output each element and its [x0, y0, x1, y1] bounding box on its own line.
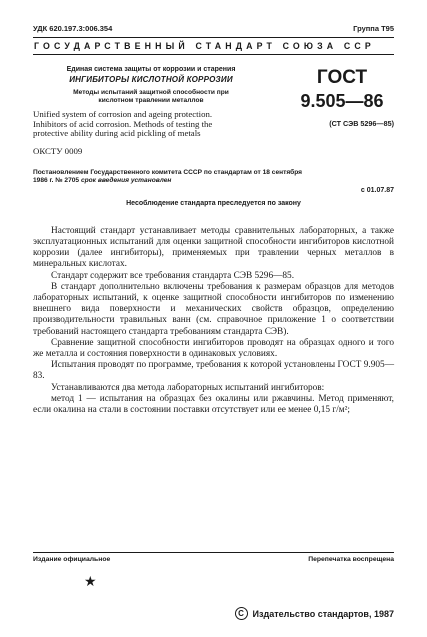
- paragraph: В стандарт дополнительно включены требования к размерам образцов для методов лабораторных испытаний, к оценке защитной способности ингибиторов по изменению внешнего вида поверхности и механических свойств образцов, определению производительности травильных ванн (см. справочное приложение 1 о соответствии требований настоящего стандарта требованиям стандарта СЭВ).: [33, 281, 394, 337]
- standard-title: ГОСУДАРСТВЕННЫЙ СТАНДАРТ СОЮЗА ССР: [34, 41, 375, 51]
- decree: [33, 169, 394, 186]
- paragraph: Настоящий стандарт устанавливает методы сравнительных лабораторных, а также эксплуатационных испытаний для оценки защитной способности ингибиторов кислотной коррозии (далее ингибиторы), применяемых при травлении черных металлов в минеральных кислотах.: [33, 225, 394, 270]
- decree-number: 1986 г. № 2705: [33, 177, 81, 185]
- paragraph: Испытания проводят по программе, требования к которой установлены ГОСТ 9.905—83.: [33, 360, 394, 382]
- document-title: ИНГИБИТОРЫ КИСЛОТНОЙ КОРРОЗИИ: [69, 75, 233, 84]
- top-row: [33, 24, 394, 33]
- gost-label: ГОСТ: [316, 67, 368, 88]
- official-edition: Издание официальное: [33, 556, 111, 563]
- udk-code: УДК 620.197.3:006.354: [33, 24, 113, 33]
- law-warning: Несоблюдение стандарта преследуется по закону: [126, 199, 301, 207]
- star-icon: ★: [84, 575, 97, 590]
- english-title: [33, 110, 269, 139]
- paragraph: Стандарт содержит все требования стандарта СЭВ 5296—85.: [51, 270, 295, 281]
- gost-number: 9.505—86: [300, 91, 384, 111]
- subtitle-line-2: кислотном травлении металлов: [98, 97, 204, 104]
- reprint-notice: Перепечатка воспрещена: [308, 556, 394, 563]
- english-line-2: Inhibitors of acid corrosion. Methods of testing the: [33, 118, 213, 129]
- copyright: [235, 607, 394, 620]
- header-left: [33, 60, 269, 156]
- header-right: [269, 60, 394, 156]
- paragraph: метод 1 — испытания на образцах без окалины или ржавчины. Метод применяют, если окалина на стали в состоянии поставки отсутствует или ее менее 0,15 г/м²;: [33, 393, 394, 416]
- copyright-text: Издательство стандартов, 1987: [252, 608, 394, 619]
- okstu-code: ОКСТУ 0009: [33, 145, 83, 156]
- document-subtitle: [33, 89, 269, 105]
- footer-rule: [33, 552, 394, 553]
- effective-date: с 01.07.87: [360, 186, 394, 194]
- copyright-icon: C: [235, 607, 248, 620]
- header-block: [33, 60, 394, 156]
- paragraph: Устанавливаются два метода лабораторных испытаний ингибиторов:: [51, 382, 325, 393]
- decree-line-1: Постановлением Государственного комитета СССР по стандартам от 18 сентября: [33, 168, 303, 176]
- sev-reference: (СТ СЭВ 5296—85): [329, 119, 394, 128]
- english-line-3: protective ability during acid pickling of metals: [33, 128, 201, 139]
- paragraph: Сравнение защитной способности ингибиторов проводят на образцах одного и того же металла и состояния поверхности в одинаковых условиях.: [33, 337, 394, 360]
- group-code: Группа Т95: [353, 24, 394, 33]
- title-rule: [33, 54, 394, 55]
- subtitle-line-1: Методы испытаний защитной способности при: [73, 89, 229, 96]
- decree-effective: срок введения установлен: [80, 177, 172, 185]
- body-text: [33, 226, 394, 416]
- decree-line-2: [33, 177, 394, 186]
- system-title: Единая система защиты от коррозии и старения: [66, 66, 236, 73]
- english-line-1: Unified system of corrosion and ageing protection.: [33, 109, 213, 119]
- footer-row: [33, 556, 394, 563]
